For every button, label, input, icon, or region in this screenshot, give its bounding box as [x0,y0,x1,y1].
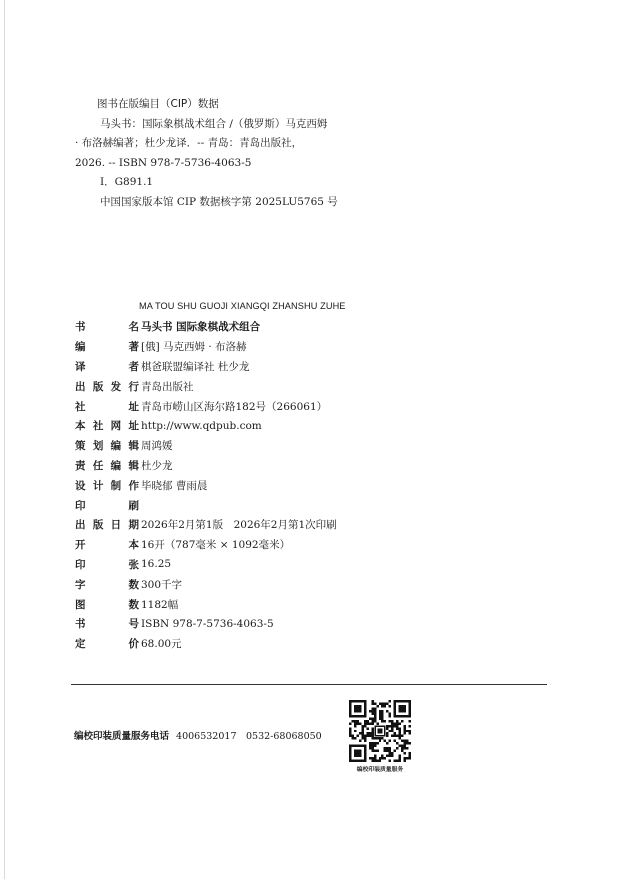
colophon-label [75,597,139,612]
colophon-label-char: 制 [110,479,122,492]
service-phone-numbers: 4006532017 0532-68068050 [176,731,322,742]
cip-line-1: 马头书：国际象棋战术组合 /（俄罗斯）马克西姆 [100,117,328,130]
cip-line-5: 中国国家版本馆 CIP 数据核字第 2025LU5765 号 [100,195,338,208]
colophon-row [75,555,545,575]
colophon-value: 1182幅 [141,598,179,611]
colophon-label-char: 社 [92,420,104,433]
colophon-label-char: 辑 [128,440,139,453]
colophon-label-char: 址 [128,400,139,413]
page-spine-line [4,0,5,879]
colophon-label-char: 者 [128,360,139,373]
colophon-label-char: 图 [75,598,86,611]
colophon-label-char: 书 [75,321,86,334]
colophon-label-char: 出 [75,380,86,393]
colophon-row [75,574,545,594]
colophon-label [75,339,139,354]
colophon-label-char: 作 [128,479,139,492]
colophon-label [75,319,139,334]
colophon-label-char: 辑 [128,459,139,472]
colophon-value: 2026年2月第1版 2026年2月第1次印刷 [141,519,337,532]
colophon-label-char: 价 [128,638,139,651]
colophon-label-char: 开 [75,539,86,552]
cip-line-4: Ⅰ．G891.1 [100,176,154,189]
colophon-label-char: 计 [92,479,104,492]
colophon-label [75,636,139,651]
colophon-label [75,418,139,433]
colophon-label-char: 责 [75,459,86,472]
colophon-value: 16.25 [141,558,172,571]
colophon-value: 68.00元 [141,638,182,651]
colophon-label [75,359,139,374]
colophon-label [75,498,139,513]
colophon-label-char: 划 [92,440,104,453]
colophon-label-char: 刷 [128,499,139,512]
colophon-label-char: 数 [128,598,139,611]
colophon-row [75,416,545,436]
colophon-label-char: 版 [92,380,104,393]
colophon-value: 毕晓郁 曹雨晨 [141,479,208,492]
colophon-value: http://www.qdpub.com [141,419,262,432]
colophon-label [75,379,139,394]
colophon-label-char: 设 [75,479,86,492]
colophon-label-char: 社 [75,400,86,413]
colophon-row [75,594,545,614]
footer-divider [71,684,547,685]
colophon-label [75,517,139,532]
pinyin-title: MA TOU SHU GUOJI XIANGQI ZHANSHU ZUHE [139,301,346,311]
colophon-label-char: 本 [128,539,139,552]
colophon-label-char: 址 [128,420,139,433]
colophon-label [75,616,139,631]
cip-title: 图书在版编目（CIP）数据 [97,98,219,110]
colophon-label-char: 发 [110,380,122,393]
colophon-table [75,317,545,654]
colophon-value: ISBN 978-7-5736-4063-5 [141,617,274,630]
colophon-value: 杜少龙 [141,459,173,472]
colophon-value: 300千字 [141,578,183,591]
colophon-label-char: 定 [75,638,86,651]
colophon-row [75,634,545,654]
colophon-value: 青岛市崂山区海尔路182号（266061） [141,400,328,413]
colophon-label-char: 网 [110,420,122,433]
qr-caption: 编校印装质量服务 [356,767,404,773]
colophon-label-char: 策 [75,440,86,453]
service-phone-label: 编校印装质量服务电话 [74,731,170,742]
colophon-label-char: 号 [128,618,139,631]
colophon-label-char: 版 [92,519,104,532]
colophon-label-char: 字 [75,578,86,591]
cip-line-2: · 布洛赫编著；杜少龙译．-- 青岛：青岛出版社， [75,137,303,150]
colophon-row [75,495,545,515]
colophon-label-char: 印 [75,558,86,571]
colophon-label-char: 任 [92,459,104,472]
colophon-row [75,436,545,456]
service-phone-line [74,728,322,742]
colophon-value: 周鸿媛 [141,440,173,453]
colophon-row [75,614,545,634]
colophon-label [75,537,139,552]
colophon-row [75,535,545,555]
colophon-row [75,515,545,535]
colophon-label-char: 书 [75,618,86,631]
colophon-label-char: 名 [128,321,139,334]
colophon-label-char: 本 [75,420,86,433]
colophon-label-char: 行 [128,380,139,393]
colophon-label [75,577,139,592]
colophon-label-char: 张 [128,558,139,571]
colophon-value: 棋爸联盟编译社 杜少龙 [141,360,250,373]
colophon-value: 16开（787毫米 × 1092毫米） [141,539,291,552]
colophon-row [75,357,545,377]
colophon-label-char: 编 [110,440,122,453]
colophon-label-char: 期 [128,519,139,532]
colophon-label-char: 出 [75,519,86,532]
colophon-label-char: 编 [75,341,86,354]
colophon-value: 青岛出版社 [141,380,194,393]
colophon-label-char: 编 [110,459,122,472]
colophon-row [75,376,545,396]
colophon-value: 马头书 国际象棋战术组合 [141,321,261,334]
qr-code-icon [349,700,411,762]
colophon-label-char: 数 [128,578,139,591]
colophon-value: [俄] 马克西姆 · 布洛赫 [141,341,247,354]
colophon-label-char: 印 [75,499,86,512]
colophon-row [75,337,545,357]
colophon-row [75,396,545,416]
cip-line-3: 2026. -- ISBN 978-7-5736-4063-5 [75,156,252,169]
colophon-label [75,478,139,493]
colophon-row [75,475,545,495]
colophon-label [75,458,139,473]
colophon-label [75,438,139,453]
colophon-label-char: 著 [128,341,139,354]
colophon-label-char: 日 [110,519,122,532]
colophon-label [75,557,139,572]
colophon-label [75,399,139,414]
colophon-row [75,317,545,337]
colophon-row [75,456,545,476]
cip-data-block [75,95,397,213]
colophon-label-char: 译 [75,360,86,373]
